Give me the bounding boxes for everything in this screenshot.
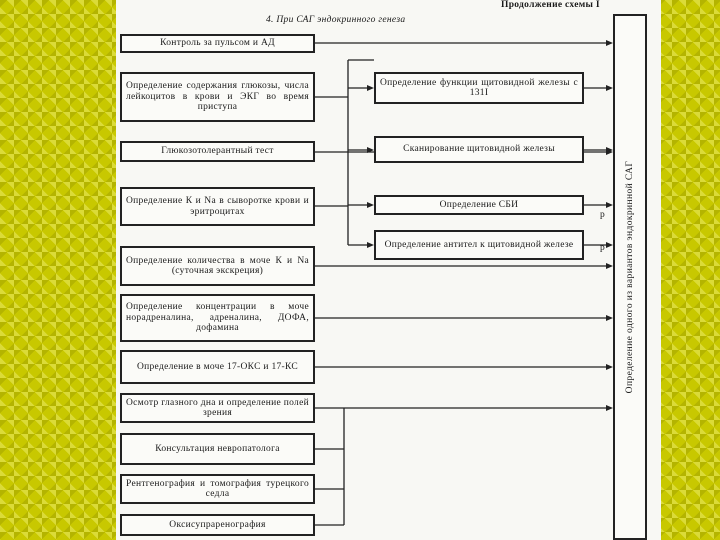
oxysuprarenography-box: Оксисупраренография xyxy=(120,514,315,536)
arrow-head xyxy=(606,202,613,208)
mark-p-upper: р xyxy=(600,210,606,220)
thyroid-function-i131-box: Определение функции щитовидной железы с 131I xyxy=(374,72,584,104)
pulse-bp-control-box: Контроль за пульсом и АД xyxy=(120,34,315,53)
arrow-head xyxy=(606,40,613,46)
sella-radiography-box: Рентгенография и томография турецкого седла xyxy=(120,474,315,504)
catecholamines-box: Определение концентрации в моче норадреналина, адреналина, ДОФА, дофамина xyxy=(120,294,315,342)
mark-p-lower: р xyxy=(600,243,606,253)
glucose-tolerance-test-box: Глюкозотолерантный тест xyxy=(120,141,315,162)
scheme-subtitle: 4. При САГ эндокринного генеза xyxy=(266,15,406,25)
pbi-test-box: Определение СБИ xyxy=(374,195,584,215)
thyroid-scan-box: Сканирование щитовидной железы xyxy=(374,136,584,163)
serum-k-na-box: Определение К и Na в сыворотке крови и эритроцитах xyxy=(120,187,315,226)
arrow-head xyxy=(606,263,613,269)
arrow-head xyxy=(606,315,613,321)
arrow-head xyxy=(606,242,613,248)
arrow-head xyxy=(367,202,374,208)
urine-17-oks-ks-box: Определение в моче 17-ОКС и 17-КС xyxy=(120,350,315,384)
thyroid-antibodies-box: Определение антител к щитовидной железе xyxy=(374,230,584,260)
fundus-exam-box: Осмотр глазного дна и определение полей зрения xyxy=(120,393,315,423)
arrow-head xyxy=(606,364,613,370)
arrow-head xyxy=(606,405,613,411)
neurologist-consult-box: Консультация невропатолога xyxy=(120,433,315,465)
slide-page xyxy=(116,0,661,540)
glucose-leukocytes-ecg-box: Определение содержания глюкозы, числа лейкоцитов в крови и ЭКГ во время приступа xyxy=(120,72,315,122)
result-label: Определение одного из вариантов эндокринной САГ xyxy=(625,160,635,394)
arrow-head xyxy=(606,85,613,91)
urine-k-na-box: Определение количества в моче К и Na (суточная экскреция) xyxy=(120,246,315,286)
continuation-label: Продолжение схемы I xyxy=(501,0,600,10)
endocrine-sag-result-box xyxy=(613,14,647,540)
arrow-head xyxy=(367,85,374,91)
arrow-head xyxy=(367,242,374,248)
